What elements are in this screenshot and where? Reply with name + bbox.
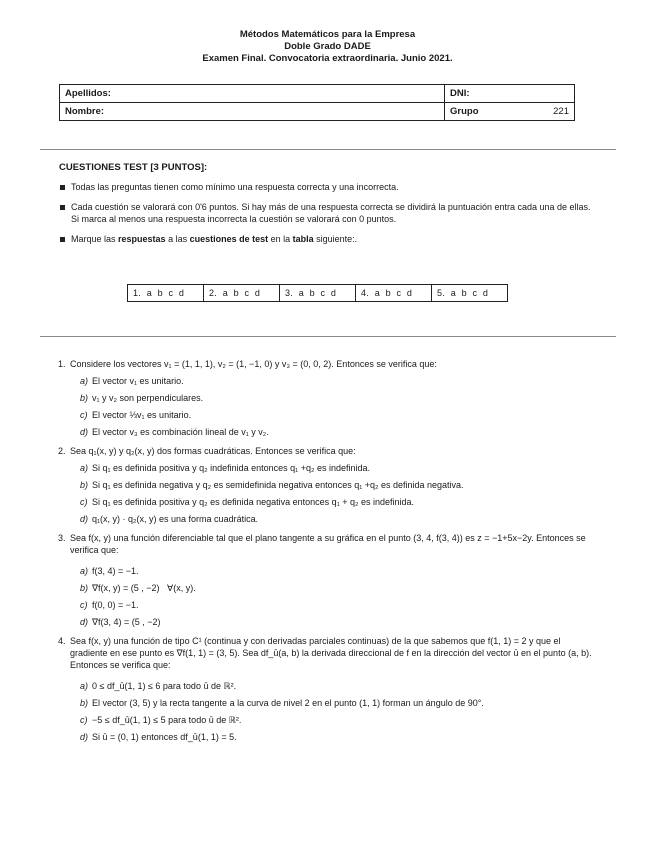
- question-stem: Sea f(x, y) una función de tipo C¹ (continua y con derivadas parciales continuas) de la que sabemos que f(1, 1) = 2 y que el gradiente en ese punto es ∇f(1, 1) = (3, 5). Sea df_ū(a, b) la derivada direccional de f en la dirección del vector ū en el punto (a, b). Entonces se verifica que:: [70, 636, 592, 670]
- bullet-icon: [60, 205, 65, 210]
- option-b: b) Si q₁ es definida negativa y q₂ es semidefinida negativa entonces q₁ +q₂ es definida negativa.: [80, 480, 464, 490]
- answer-cell-1[interactable]: 1. a b c d: [128, 285, 204, 302]
- question-3: [58, 532, 598, 628]
- option-b: b) El vector (3, 5) y la recta tangente a la curva de nivel 2 en el punto (1, 1) forman un ángulo de 90°.: [80, 698, 484, 708]
- option-b: b) ∇f(x, y) = (5 , −2) ∀(x, y).: [80, 583, 196, 593]
- dni-field[interactable]: [445, 85, 575, 103]
- divider-top: [40, 149, 616, 150]
- question-1: [58, 358, 598, 438]
- apellidos-field[interactable]: [60, 85, 445, 103]
- question-stem: Considere los vectores v₁ = (1, 1, 1), v₂ = (1, −1, 0) y v₃ = (0, 0, 2). Entonces se verifica que:: [70, 359, 437, 369]
- answer-table: [127, 284, 508, 302]
- question-stem: Sea q₁(x, y) y q₂(x, y) dos formas cuadráticas. Entonces se verifica que:: [70, 446, 356, 456]
- option-d: d) El vector v₃ es combinación lineal de v₁ y v₂.: [80, 427, 269, 437]
- instruction-item: Marque las respuestas a las cuestiones de test en la tabla siguiente:.: [59, 233, 594, 246]
- answer-cell-3[interactable]: 3. a b c d: [280, 285, 356, 302]
- question-number: 4.: [58, 636, 66, 646]
- student-info-table: [59, 84, 575, 121]
- questions-list: [58, 358, 598, 750]
- answer-cell-5[interactable]: 5. a b c d: [432, 285, 508, 302]
- question-stem: Sea f(x, y) una función diferenciable tal que el plano tangente a su gráfica en el punto (3, 4, f(3, 4)) es z = −1+5x−2y. Entonces se verifica que:: [70, 533, 586, 555]
- bullet-icon: [60, 185, 65, 190]
- option-c: c) f(0, 0) = −1.: [80, 600, 139, 610]
- option-a: a) El vector v₁ es unitario.: [80, 376, 184, 386]
- apellidos-label: Apellidos:: [65, 88, 111, 99]
- answer-cell-4[interactable]: 4. a b c d: [356, 285, 432, 302]
- option-b: b) v₁ y v₂ son perpendiculares.: [80, 393, 204, 403]
- option-c: c) Si q₁ es definida positiva y q₂ es definida negativa entonces q₁ + q₂ es indefinida.: [80, 497, 415, 507]
- answer-cell-2[interactable]: 2. a b c d: [204, 285, 280, 302]
- question-number: 3.: [58, 533, 66, 543]
- question-4: [58, 635, 598, 743]
- instruction-item: Cada cuestión se valorará con 0'6 puntos. Si hay más de una respuesta correcta se dividirá la puntuación entra cada una de ellas. Si marca al menos una respuesta incorrecta la cuestión se valorará con 0 puntos.: [59, 201, 594, 226]
- option-a: a) Si q₁ es definida positiva y q₂ indefinida entonces q₁ +q₂ es indefinida.: [80, 463, 370, 473]
- option-c: c) −5 ≤ df_ū(1, 1) ≤ 5 para todo ū de ℝ².: [80, 715, 242, 725]
- bullet-icon: [60, 237, 65, 242]
- option-a: a) 0 ≤ df_ū(1, 1) ≤ 6 para todo ū de ℝ².: [80, 681, 237, 691]
- nombre-label: Nombre:: [65, 106, 105, 117]
- exam-title: Examen Final. Convocatoria extraordinaria. Junio 2021.: [202, 53, 453, 64]
- option-a: a) f(3, 4) = −1.: [80, 566, 139, 576]
- instruction-item: Todas las preguntas tienen como mínimo una respuesta correcta y una incorrecta.: [59, 181, 594, 194]
- instructions-list: [59, 181, 594, 252]
- grupo-value: 221: [522, 103, 574, 121]
- question-2: [58, 445, 598, 525]
- grupo-label: Grupo: [445, 103, 523, 121]
- exam-header: [0, 29, 655, 65]
- option-d: d) Si ū = (0, 1) entonces df_ū(1, 1) = 5.: [80, 732, 237, 742]
- option-c: c) El vector ⅓v₁ es unitario.: [80, 410, 192, 420]
- nombre-field[interactable]: [60, 103, 445, 121]
- option-d: d) ∇f(3, 4) = (5 , −2): [80, 617, 161, 627]
- degree-title: Doble Grado DADE: [284, 41, 371, 52]
- dni-label: DNI:: [450, 88, 470, 99]
- question-number: 2.: [58, 446, 66, 456]
- divider-bottom: [40, 336, 616, 337]
- course-title: Métodos Matemáticos para la Empresa: [239, 29, 416, 40]
- option-d: d) q₁(x, y) · q₂(x, y) es una forma cuadrática.: [80, 514, 259, 524]
- test-section-title: CUESTIONES TEST [3 PUNTOS]:: [59, 162, 208, 173]
- question-number: 1.: [58, 359, 66, 369]
